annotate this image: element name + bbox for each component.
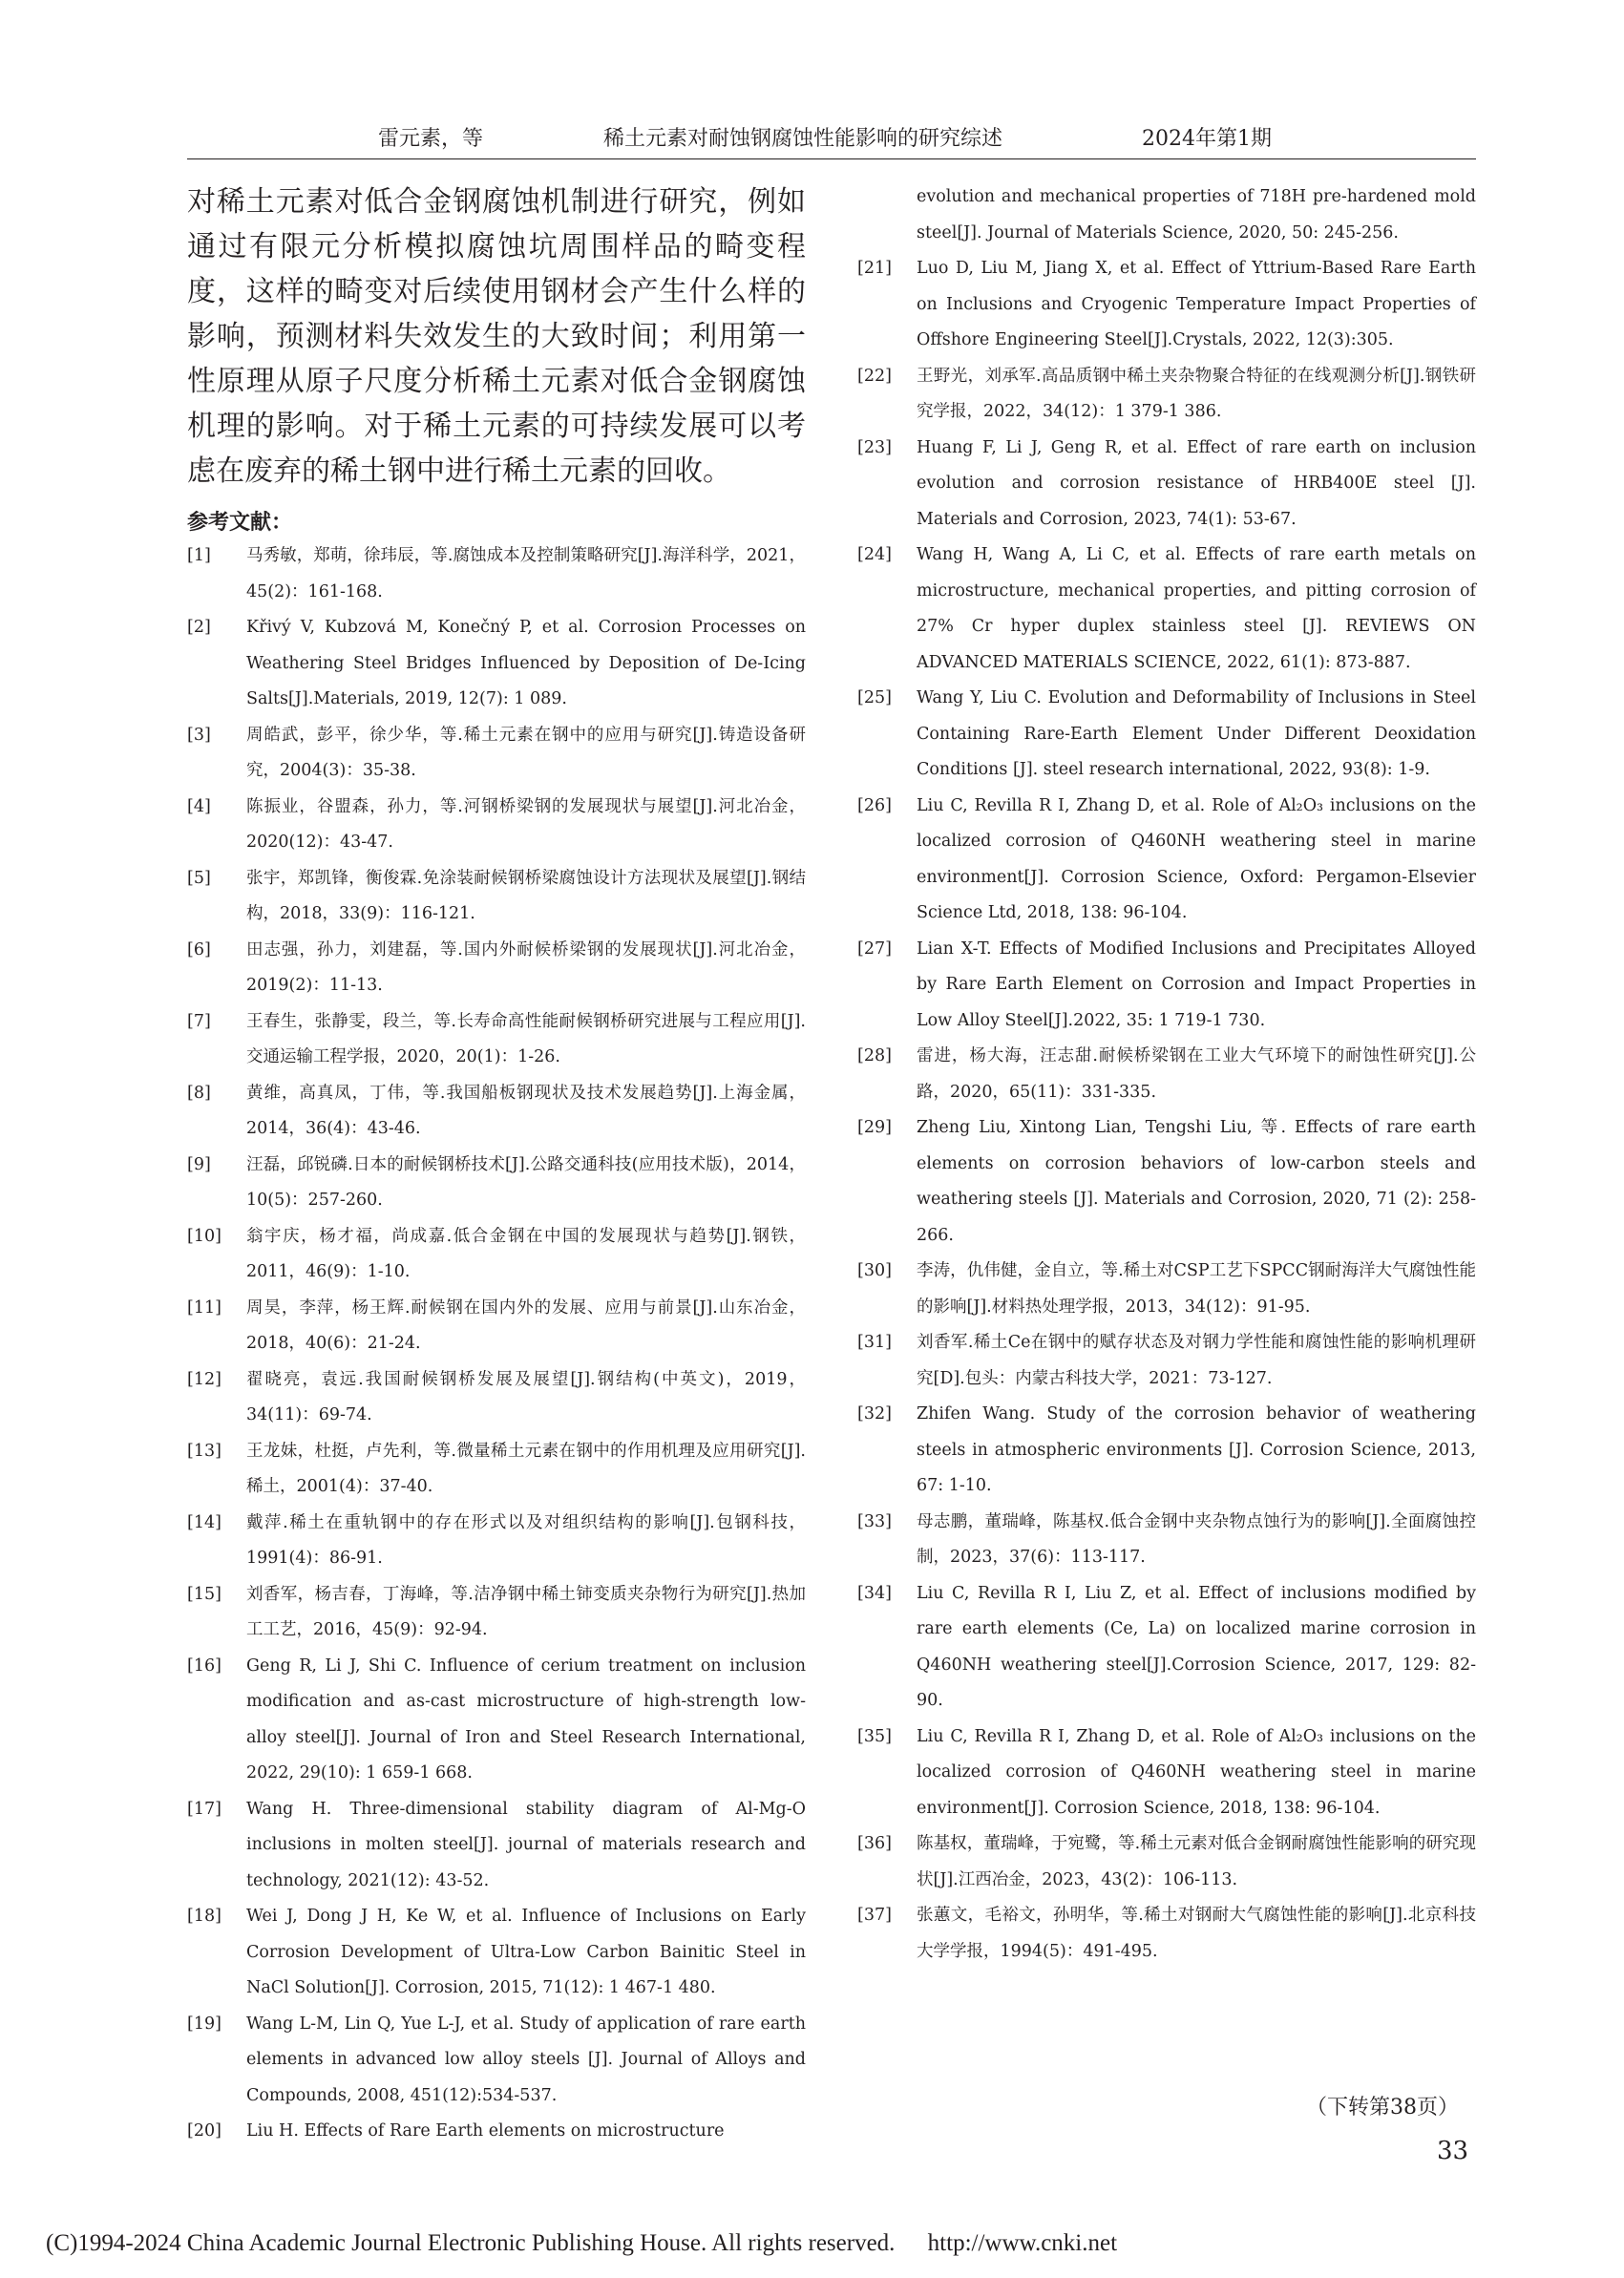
reference-item <box>857 1254 1476 1325</box>
reference-text: Liu C, Revilla R I, Zhang D, et al. Role of Al₂O₃ inclusions on the localized corrosion of Q460NH weathering steel in marine environment[J]. Corrosion Science, Oxford: Pergamon-Elsevier Science Ltd, 2018, 138: 96-104. <box>917 795 1476 922</box>
reference-text: 马秀敏，郑萌，徐玮辰，等.腐蚀成本及控制策略研究[J].海洋科学，2021，45(2)：161-168. <box>246 546 806 601</box>
reference-text: 戴萍.稀土在重轨钢中的存在形式以及对组织结构的影响[J].包钢科技，1991(4)：86-91. <box>246 1512 806 1568</box>
header-issue: 2024年第1期 <box>1142 127 1272 151</box>
reference-item <box>187 1076 806 1148</box>
reference-number: [27] <box>857 939 892 959</box>
reference-number: [19] <box>187 2014 221 2034</box>
reference-item <box>187 1899 806 2007</box>
continuation-note: （下转第38页） <box>1306 2096 1459 2120</box>
header-title: 稀土元素对耐蚀钢腐蚀性能影响的研究综述 <box>603 127 1003 151</box>
reference-text: Wang L-M, Lin Q, Yue L-J, et al. Study of application of rare earth elements in advanced low alloy steels [J]. Journal of Alloys and Compounds, 2008, 451(12):534-537. <box>246 2014 806 2105</box>
reference-item <box>187 538 806 610</box>
reference-text: Křivý V, Kubzová M, Konečný P, et al. Corrosion Processes on Weathering Steel Bridges Influenced by Deposition of De-Icing Salts[J].Materials, 2019, 12(7): 1 089. <box>246 618 806 708</box>
reference-number: [29] <box>857 1118 892 1137</box>
reference-text: Zhifen Wang. Study of the corrosion behavior of weathering steels in atmospheric environments [J]. Corrosion Science, 2013, 67: 1-10. <box>917 1404 1476 1495</box>
reference-text: 张蕙文，毛裕文，孙明华，等.稀土对钢耐大气腐蚀性能的影响[J].北京科技大学学报，1994(5)：491-495. <box>917 1906 1476 1961</box>
reference-text: 黄维，高真凤，丁伟，等.我国船板钢现状及技术发展趋势[J].上海金属，2014，36(4)：43-46. <box>246 1083 806 1138</box>
right-column <box>857 179 1476 1970</box>
reference-number: [31] <box>857 1333 892 1352</box>
reference-number: [4] <box>187 796 211 816</box>
reference-text: Zheng Liu, Xintong Lian, Tengshi Liu, 等. Effects of rare earth elements on corrosion behaviors of low-carbon steels and weathering steels [J]. Materials and Corrosion, 2020, 71 (2): 258-266. <box>917 1118 1476 1245</box>
copyright-footer <box>46 2230 1117 2257</box>
reference-item <box>857 1719 1476 1827</box>
reference-number: [23] <box>857 437 892 457</box>
reference-text: evolution and mechanical properties of 718H pre-hardened mold steel[J]. Journal of Materials Science, 2020, 50: 245-256. <box>917 187 1476 243</box>
reference-item <box>857 359 1476 431</box>
reference-text: 雷进，杨大海，汪志甜.耐候桥梁钢在工业大气环境下的耐蚀性研究[J].公路，2020，65(11)：331-335. <box>917 1046 1476 1102</box>
reference-number: [3] <box>187 725 211 745</box>
reference-number: [36] <box>857 1834 892 1853</box>
reference-number: [15] <box>187 1584 221 1604</box>
reference-item <box>857 1110 1476 1254</box>
reference-item <box>187 1649 806 1792</box>
reference-item <box>187 1434 806 1506</box>
reference-item <box>187 1792 806 1900</box>
reference-text: Luo D, Liu M, Jiang X, et al. Effect of Yttrium-Based Rare Earth on Inclusions and Cryogenic Temperature Impact Properties of Offshore Engineering Steel[J].Crystals, 2022, 12(3):305. <box>917 259 1476 349</box>
reference-number: [8] <box>187 1083 211 1103</box>
reference-text: 陈振业，谷盟森，孙力，等.河钢桥梁钢的发展现状与展望[J].河北冶金，2020(12)：43-47. <box>246 796 806 852</box>
reference-item <box>857 431 1476 538</box>
reference-text: Huang F, Li J, Geng R, et al. Effect of rare earth on inclusion evolution and corrosion resistance of HRB400E steel [J]. Materials and Corrosion, 2023, 74(1): 53-67. <box>917 437 1476 529</box>
reference-text: 田志强，孙力，刘建磊，等.国内外耐候桥梁钢的发展现状[J].河北冶金，2019(2)：11-13. <box>246 939 806 995</box>
reference-item <box>857 1325 1476 1397</box>
reference-number: [37] <box>857 1906 892 1925</box>
reference-number: [32] <box>857 1404 892 1424</box>
reference-number: [34] <box>857 1583 892 1603</box>
reference-text: Geng R, Li J, Shi C. Influence of cerium treatment on inclusion modification and as-cast microstructure of high-strength low-alloy steel[J]. Journal of Iron and Steel Research International, 2022, 29(10): 1 659-1 668. <box>246 1656 806 1782</box>
reference-item <box>857 1826 1476 1898</box>
reference-item <box>187 1577 806 1649</box>
reference-number: [9] <box>187 1154 211 1174</box>
reference-text: 王春生，张静雯，段兰，等.长寿命高性能耐候钢桥研究进展与工程应用[J].交通运输工程学报，2020，20(1)：1-26. <box>246 1011 806 1066</box>
reference-text: 周昊，李萍，杨王辉.耐候钢在国内外的发展、应用与前景[J].山东冶金，2018，40(6)：21-24. <box>246 1297 806 1353</box>
reference-item <box>187 1148 806 1219</box>
reference-text: 周皓武，彭平，徐少华，等.稀土元素在钢中的应用与研究[J].铸造设备研究，2004(3)：35-38. <box>246 725 806 780</box>
reference-text: 母志鹏，董瑞峰，陈基权.低合金钢中夹杂物点蚀行为的影响[J].全面腐蚀控制，2023，37(6)：113-117. <box>917 1511 1476 1567</box>
reference-number: [13] <box>187 1441 221 1461</box>
reference-item <box>187 933 806 1004</box>
reference-item <box>187 2114 806 2150</box>
reference-item <box>857 789 1476 932</box>
reference-number: [18] <box>187 1907 221 1926</box>
reference-item <box>187 1219 806 1291</box>
reference-number: [2] <box>187 618 211 637</box>
reference-number <box>857 179 917 251</box>
reference-text: 汪磊，邱锐磷.日本的耐候钢桥技术[J].公路交通科技(应用技术版)，2014，10(5)：257-260. <box>246 1154 806 1210</box>
page-number: 33 <box>1437 2137 1469 2165</box>
reference-text: Liu H. Effects of Rare Earth elements on microstructure <box>246 2121 725 2141</box>
reference-item <box>187 2007 806 2115</box>
reference-text: 王龙妹，杜挺，卢先利，等.微量稀土元素在钢中的作用机理及应用研究[J].稀土，2001(4)：37-40. <box>246 1441 806 1496</box>
reference-number: [22] <box>857 366 892 386</box>
reference-text: Liu C, Revilla R I, Zhang D, et al. Role of Al₂O₃ inclusions on the localized corrosion of Q460NH weathering steel in marine environment[J]. Corrosion Science, 2018, 138: 96-104. <box>917 1726 1476 1818</box>
reference-text: 刘香军.稀土Ce在钢中的赋存状态及对钢力学性能和腐蚀性能的影响机理研究[D].包头：内蒙古科技大学，2021：73-127. <box>917 1333 1476 1388</box>
reference-item <box>187 1004 806 1076</box>
reference-number: [12] <box>187 1369 221 1389</box>
reference-text: 翁宇庆，杨才福，尚成嘉.低合金钢在中国的发展现状与趋势[J].钢铁，2011，46(9)：1-10. <box>246 1226 806 1281</box>
body-paragraph: 对稀土元素对低合金钢腐蚀机制进行研究，例如通过有限元分析模拟腐蚀坑周围样品的畸变程度，这样的畸变对后续使用钢材会产生什么样的影响，预测材料失效发生的大致时间；利用第一性原理从原子尺度分析稀土元素对低合金钢腐蚀机理的影响。对于稀土元素的可持续发展可以考虑在废弃的稀土钢中进行稀土元素的回收。 <box>187 185 806 488</box>
reference-text: 张宇，郑凯锋，衡俊霖.免涂装耐候钢桥梁腐蚀设计方法现状及展望[J].钢结构，2018，33(9)：116-121. <box>246 868 806 923</box>
reference-text: 翟晓亮，袁远.我国耐候钢桥发展及展望[J].钢结构(中英文)，2019，34(11)：69-74. <box>246 1369 806 1424</box>
reference-number: [24] <box>857 545 892 564</box>
reference-item <box>857 1898 1476 1970</box>
reference-number: [17] <box>187 1799 221 1819</box>
reference-number: [1] <box>187 546 211 565</box>
reference-item <box>857 538 1476 681</box>
reference-number: [35] <box>857 1726 892 1746</box>
reference-text: Wei J, Dong J H, Ke W, et al. Influence of Inclusions on Early Corrosion Development of Ultra-Low Carbon Bainitic Steel in NaCl Solution[J]. Corrosion, 2015, 71(12): 1 467-1 480. <box>246 1907 806 1997</box>
reference-number: [7] <box>187 1011 211 1031</box>
reference-item <box>857 179 1476 251</box>
reference-text: Liu C, Revilla R I, Liu Z, et al. Effect of inclusions modified by rare earth elements (Ce, La) on localized marine corrosion in Q460NH weathering steel[J].Corrosion Science, 2017, 129: 82-90. <box>917 1583 1476 1710</box>
reference-item <box>187 718 806 790</box>
reference-number: [21] <box>857 259 892 278</box>
reference-text: 刘香军，杨吉春，丁海峰，等.洁净钢中稀土铈变质夹杂物行为研究[J].热加工工艺，2016，45(9)：92-94. <box>246 1584 806 1639</box>
reference-number: [16] <box>187 1656 221 1676</box>
reference-text: Wang Y, Liu C. Evolution and Deformability of Inclusions in Steel Containing Rare-Earth Element Under Different Deoxidation Conditions [J]. steel research international, 2022, 93(8): 1-9. <box>917 688 1476 779</box>
references-heading: 参考文献： <box>187 510 293 535</box>
reference-item <box>857 681 1476 789</box>
reference-text: Wang H, Wang A, Li C, et al. Effects of rare earth metals on microstructure, mechanical properties, and pitting corrosion of 27% Cr hyper duplex stainless steel [J]. REVIEWS ON ADVANCED MATERIALS SCIENCE, 2022, 61(1): 873-887. <box>917 545 1476 672</box>
reference-number: [26] <box>857 795 892 815</box>
reference-number: [33] <box>857 1511 892 1531</box>
reference-item <box>187 1362 806 1434</box>
reference-number: [5] <box>187 868 211 888</box>
reference-text: 李涛，仇伟健，金自立，等.稀土对CSP工艺下SPCC钢耐海洋大气腐蚀性能的影响[J].材料热处理学报，2013，34(12)：91-95. <box>917 1261 1476 1317</box>
reference-item <box>187 610 806 718</box>
reference-item <box>857 1039 1476 1110</box>
reference-text: 王野光，刘承军.高品质钢中稀土夹杂物聚合特征的在线观测分析[J].钢铁研究学报，2022，34(12)：1 379-1 386. <box>917 366 1476 421</box>
reference-item <box>857 1505 1476 1576</box>
reference-item <box>187 1291 806 1362</box>
reference-number: [25] <box>857 688 892 707</box>
left-column <box>187 179 806 2150</box>
reference-number: [6] <box>187 939 211 960</box>
reference-item <box>187 790 806 861</box>
reference-number: [28] <box>857 1046 892 1065</box>
reference-item <box>187 861 806 933</box>
references-list-right <box>857 179 1476 1970</box>
reference-number: [11] <box>187 1297 221 1318</box>
reference-number: [20] <box>187 2121 221 2141</box>
reference-text: 陈基权，董瑞峰，于宛鹭，等.稀土元素对低合金钢耐腐蚀性能影响的研究现状[J].江西冶金，2023，43(2)：106-113. <box>917 1834 1476 1889</box>
reference-number: [30] <box>857 1261 892 1280</box>
reference-number: [10] <box>187 1226 221 1246</box>
reference-item <box>857 932 1476 1040</box>
reference-number: [14] <box>187 1512 221 1532</box>
header-author: 雷元素，等 <box>378 127 484 151</box>
reference-item <box>187 1506 806 1577</box>
reference-text: Wang H. Three-dimensional stability diagram of Al-Mg-O inclusions in molten steel[J]. journal of materials research and technology, 2021(12): 43-52. <box>246 1799 806 1890</box>
reference-item <box>857 1397 1476 1505</box>
reference-item <box>857 251 1476 359</box>
copyright-text: (C)1994-2024 China Academic Journal Electronic Publishing House. All rights reserved. <box>46 2230 896 2256</box>
cnki-link[interactable]: http://www.cnki.net <box>927 2230 1118 2256</box>
reference-text: Lian X-T. Effects of Modified Inclusions and Precipitates Alloyed by Rare Earth Element on Corrosion and Impact Properties in Low Alloy Steel[J].2022, 35: 1 719-1 730. <box>917 939 1476 1030</box>
references-list-left <box>187 538 806 2150</box>
reference-item <box>857 1576 1476 1719</box>
running-header <box>187 120 1476 159</box>
